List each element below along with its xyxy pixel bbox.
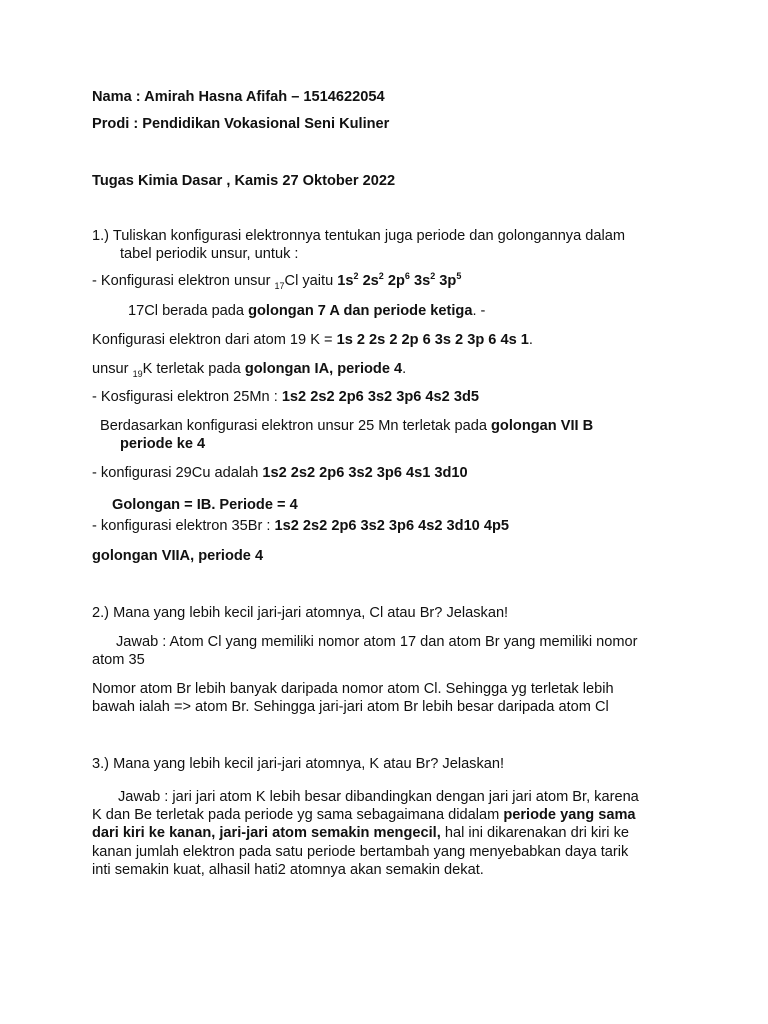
q2-answer-line-3: Nomor atom Br lebih banyak daripada nomor atom Cl. Sehingga yg terletak lebih (92, 681, 614, 697)
q1-cl-config (92, 272, 461, 290)
q1-question-line-2: tabel periodik unsur, untuk : (120, 246, 299, 262)
q3-answer-line-2: K dan Be terletak pada periode yg sama sebagaimana didalam periode yang sama (92, 807, 636, 823)
cl-atomic-number: 17 (274, 280, 285, 291)
q3-answer-line-3: dari kiri ke kanan, jari-jari atom semakin mengecil, hal ini dikarenakan dri kiri ke (92, 825, 629, 841)
q2-answer-line-2: atom 35 (92, 652, 145, 668)
q2-question: 2.) Mana yang lebih kecil jari-jari atomnya, Cl atau Br? Jelaskan! (92, 605, 509, 621)
q3-answer-line-5: inti semakin kuat, alhasil hati2 atomnya akan semakin dekat. (92, 862, 484, 878)
cl-configuration: $1s^2$ $2s^2$ $2p^6$ $3s^2$ $3p^5$ (337, 271, 462, 289)
q1-k-config: Konfigurasi elektron dari atom 19 K = 1s 2 2s 2 2p 6 3s 2 3p 6 4s 1. (92, 332, 533, 348)
q1-br-result: golongan VIIA, periode 4 (92, 548, 264, 564)
assignment-title: Tugas Kimia Dasar , Kamis 27 Oktober 2022 (92, 173, 396, 189)
q1-mn-description: Berdasarkan konfigurasi elektron unsur 25 Mn terletak pada golongan VII B (100, 418, 594, 434)
q3-question: 3.) Mana yang lebih kecil jari-jari atomnya, K atau Br? Jelaskan! (92, 756, 505, 772)
q1-k-location: unsur $_{19}$K terletak pada golongan IA, periode 4. (92, 361, 407, 379)
q2-answer-line-4: bawah ialah => atom Br. Sehingga jari-jari atom Br lebih besar daripada atom Cl (92, 699, 609, 715)
q1-question-line-1: 1.) Tuliskan konfigurasi elektronnya tentukan juga periode dan golongannya dalam (92, 228, 626, 244)
q1-br-config: - konfigurasi elektron 35Br : 1s2 2s2 2p6 3s2 3p6 4s2 3d10 4p5 (92, 518, 509, 534)
study-program: Prodi : Pendidikan Vokasional Seni Kuliner (92, 116, 390, 132)
cl-prefix: - Konfigurasi elektron unsur (92, 273, 275, 289)
cl-mid: Cl yaitu (284, 273, 338, 289)
q1-cl-location: 17Cl berada pada golongan 7 A dan periode ketiga. - (128, 303, 486, 319)
q3-answer-line-1: Jawab : jari jari atom K lebih besar dibandingkan dengan jari jari atom Br, karena (118, 789, 639, 805)
q1-mn-config: - Kosfigurasi elektron 25Mn : 1s2 2s2 2p6 3s2 3p6 4s2 3d5 (92, 389, 479, 405)
q2-answer-line-1: Jawab : Atom Cl yang memiliki nomor atom 17 dan atom Br yang memiliki nomor (116, 634, 638, 650)
q1-cu-result: Golongan = IB. Periode = 4 (112, 497, 298, 513)
student-name: Nama : Amirah Hasna Afifah – 1514622054 (92, 89, 385, 105)
q1-cu-config: - konfigurasi 29Cu adalah 1s2 2s2 2p6 3s2 3p6 4s1 3d10 (92, 465, 468, 481)
q3-answer-line-4: kanan jumlah elektron pada satu periode bertambah yang menyebabkan daya tarik (92, 844, 629, 860)
q1-mn-period: periode ke 4 (120, 436, 206, 452)
